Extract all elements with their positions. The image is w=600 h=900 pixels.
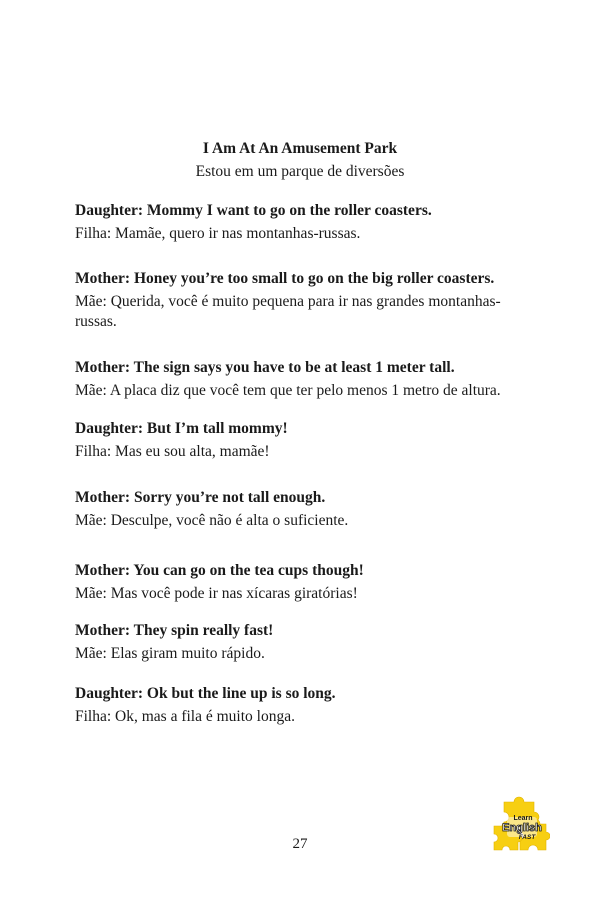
dialogue-entry — [75, 268, 535, 332]
portuguese-line: Filha: Mas eu sou alta, mamãe! — [75, 443, 270, 460]
portuguese-line: Mãe: Elas giram muito rápido. — [75, 645, 265, 662]
logo-text-fast: FAST — [518, 834, 536, 841]
portuguese-line: Mãe: A placa diz que você tem que ter pelo menos 1 metro de altura. — [75, 382, 501, 399]
english-line: Daughter: Mommy I want to go on the roller coasters. — [75, 202, 432, 219]
page-number: 27 — [292, 836, 308, 852]
portuguese-line: Mãe: Desculpe, você não é alta o suficiente. — [75, 512, 349, 529]
portuguese-line: Filha: Ok, mas a fila é muito longa. — [75, 708, 295, 725]
learn-english-fast-logo — [490, 794, 550, 858]
english-line: Daughter: Ok but the line up is so long. — [75, 685, 336, 702]
portuguese-line: Mãe: Querida, você é muito pequena para ir nas grandes montanhas-russas. — [75, 293, 501, 330]
english-line: Mother: Sorry you’re not tall enough. — [75, 489, 326, 506]
logo-text-learn: Learn — [513, 815, 533, 822]
dialogue-entry — [75, 487, 535, 531]
dialogue-entry — [75, 418, 535, 462]
dialogue-entry — [75, 560, 535, 604]
page-subtitle: Estou em um parque de diversões — [195, 163, 405, 180]
english-line: Mother: Honey you’re too small to go on the big roller coasters. — [75, 270, 495, 287]
portuguese-line: Mãe: Mas você pode ir nas xícaras giratórias! — [75, 585, 358, 602]
dialogue-entry — [75, 620, 535, 664]
logo-text-english: English — [502, 822, 542, 834]
dialogue-entry — [75, 683, 535, 727]
portuguese-line: Filha: Mamãe, quero ir nas montanhas-russas. — [75, 225, 361, 242]
english-line: Mother: The sign says you have to be at least 1 meter tall. — [75, 359, 455, 376]
dialogue-entry — [75, 200, 535, 244]
english-line: Daughter: But I’m tall mommy! — [75, 420, 288, 437]
english-line: Mother: You can go on the tea cups though! — [75, 562, 364, 579]
page-title: I Am At An Amusement Park — [202, 140, 398, 157]
english-line: Mother: They spin really fast! — [75, 622, 274, 639]
dialogue-entry — [75, 357, 535, 401]
